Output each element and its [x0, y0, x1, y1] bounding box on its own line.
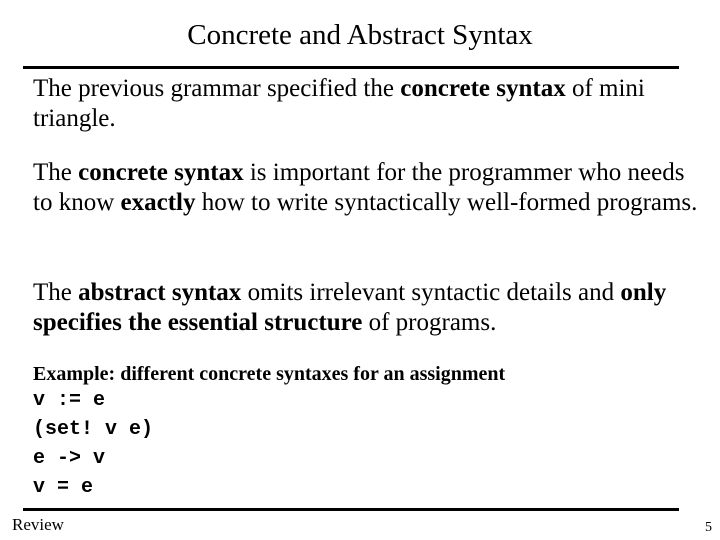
bold-term-abstract-syntax: abstract syntax	[78, 279, 242, 306]
paragraph-text: The previous grammar specified the	[33, 75, 401, 102]
paragraph-abstract-syntax	[33, 278, 703, 338]
paragraph-text: of programs.	[362, 309, 497, 336]
example-block	[33, 362, 693, 502]
paragraph-text: of mini triangle.	[33, 75, 645, 132]
bold-term-exactly: exactly	[120, 189, 196, 216]
paragraph-text: is important for the programmer who needs to know	[33, 159, 685, 216]
paragraph-concrete-importance	[33, 158, 703, 218]
paragraph-text: The	[33, 279, 79, 306]
example-heading: Example: different concrete syntaxes for an assignment	[33, 363, 506, 385]
bold-phrase-essential-structure: only specifies the essential structure	[33, 279, 667, 336]
footer-section-label: Review	[12, 515, 64, 534]
footer-divider	[23, 508, 679, 511]
code-line: v := e	[33, 389, 106, 412]
title-divider	[23, 66, 679, 69]
bold-term-concrete-syntax: concrete syntax	[78, 159, 244, 186]
code-line: e -> v	[33, 447, 106, 470]
page-number: 5	[705, 520, 712, 535]
paragraph-text: how to write syntactically well-formed programs.	[195, 189, 698, 216]
paragraph-concrete-intro	[33, 74, 703, 134]
code-line: v = e	[33, 476, 94, 499]
bold-term-concrete-syntax: concrete syntax	[400, 75, 566, 102]
code-line: (set! v e)	[33, 418, 154, 441]
paragraph-text: The	[33, 159, 79, 186]
paragraph-text: omits irrelevant syntactic details and	[241, 279, 621, 306]
slide-title: Concrete and Abstract Syntax	[187, 19, 533, 51]
